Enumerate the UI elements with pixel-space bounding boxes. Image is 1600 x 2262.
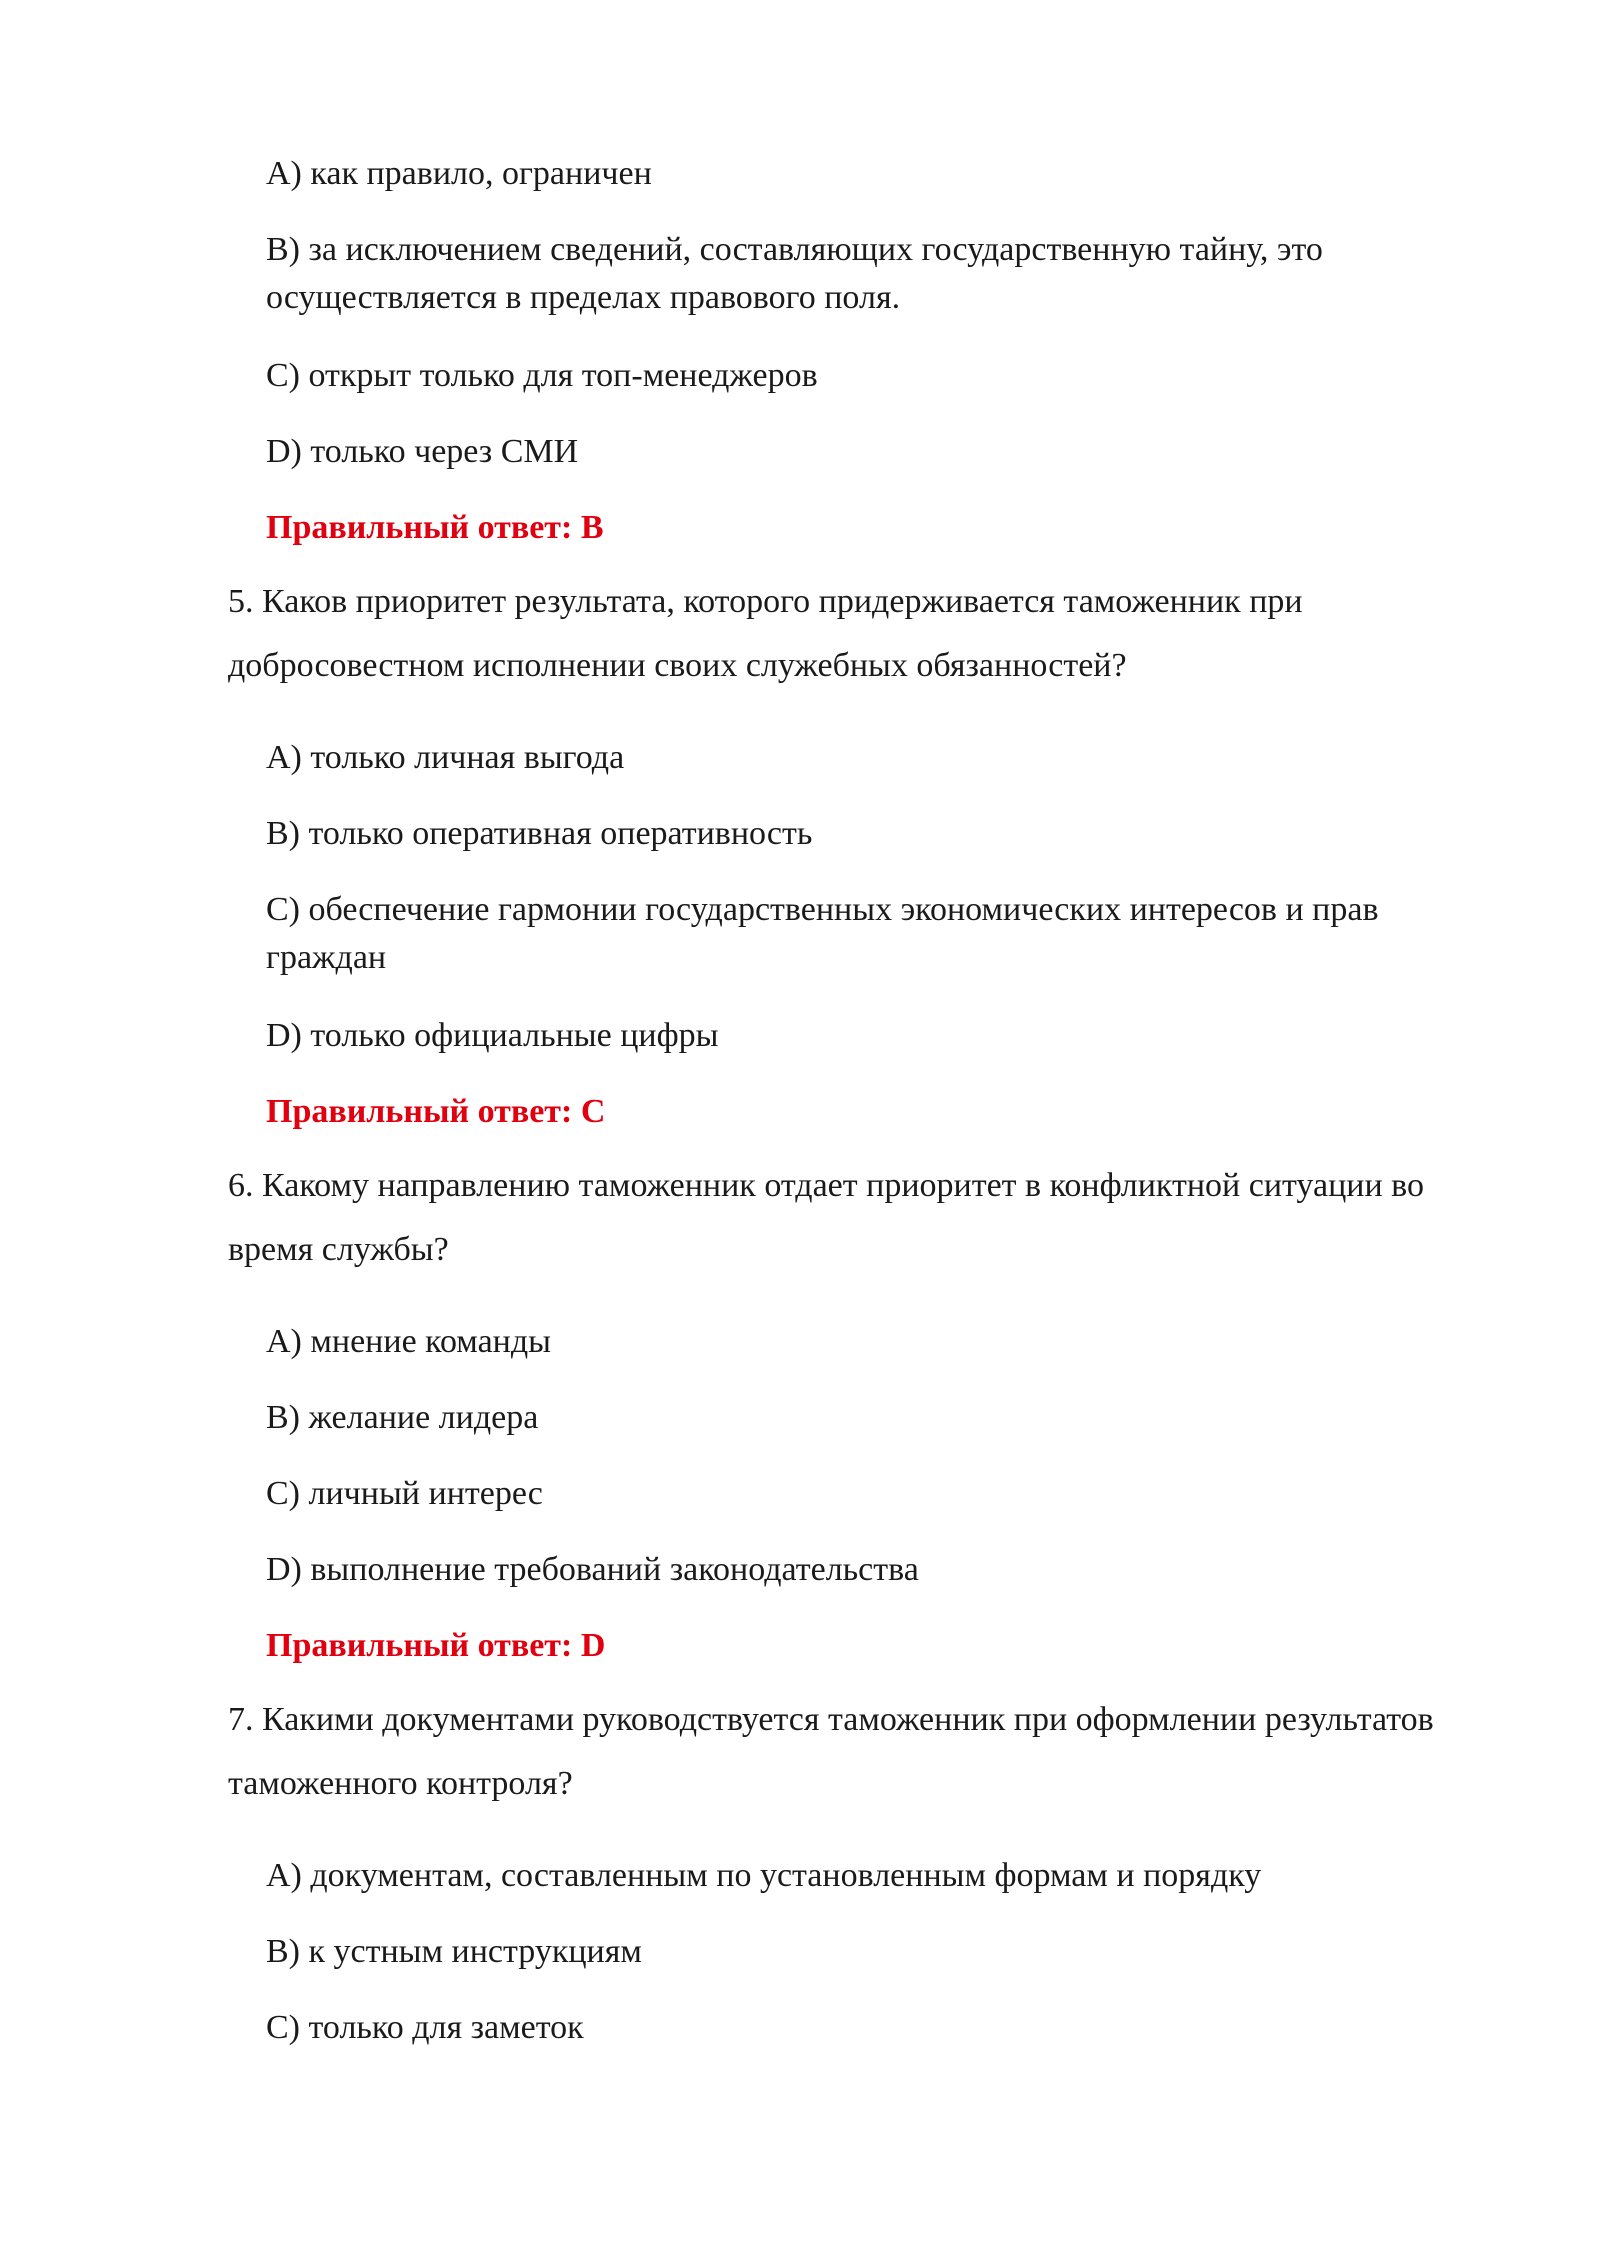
option-a: A) мнение команды: [266, 1323, 552, 1360]
question-text: 5. Каков приоритет результата, которого придерживается таможенник при добросовестном исполнении своих служебных обязанностей?: [228, 583, 1303, 684]
option-c: C) только для заметок: [266, 2009, 584, 2046]
option-c: C) обеспечение гармонии государственных экономических интересов и прав граждан: [266, 891, 1379, 976]
correct-answer: Правильный ответ: D: [266, 1627, 606, 1664]
option-a: A) как правило, ограничен: [266, 155, 652, 192]
option-a: A) только личная выгода: [266, 739, 625, 776]
option-b: B) желание лидера: [266, 1399, 539, 1436]
correct-answer: Правильный ответ: B: [266, 509, 604, 546]
question-text: 6. Какому направлению таможенник отдает приоритет в конфликтной ситуации во время службы?: [228, 1167, 1424, 1268]
correct-answer: Правильный ответ: C: [266, 1093, 606, 1130]
option-b: B) за исключением сведений, составляющих государственную тайну, это осуществляется в пределах правового поля.: [266, 231, 1323, 316]
question-text: 7. Какими документами руководствуется таможенник при оформлении результатов таможенного контроля?: [228, 1701, 1434, 1802]
option-c: C) открыт только для топ-менеджеров: [266, 357, 818, 394]
option-c: C) личный интерес: [266, 1475, 543, 1512]
option-d: D) только через СМИ: [266, 433, 579, 470]
option-b: B) только оперативная оперативность: [266, 815, 813, 852]
option-a: A) документам, составленным по установленным формам и порядку: [266, 1857, 1262, 1894]
option-b: B) к устным инструкциям: [266, 1933, 642, 1970]
option-d: D) выполнение требований законодательства: [266, 1551, 919, 1588]
option-d: D) только официальные цифры: [266, 1017, 719, 1054]
